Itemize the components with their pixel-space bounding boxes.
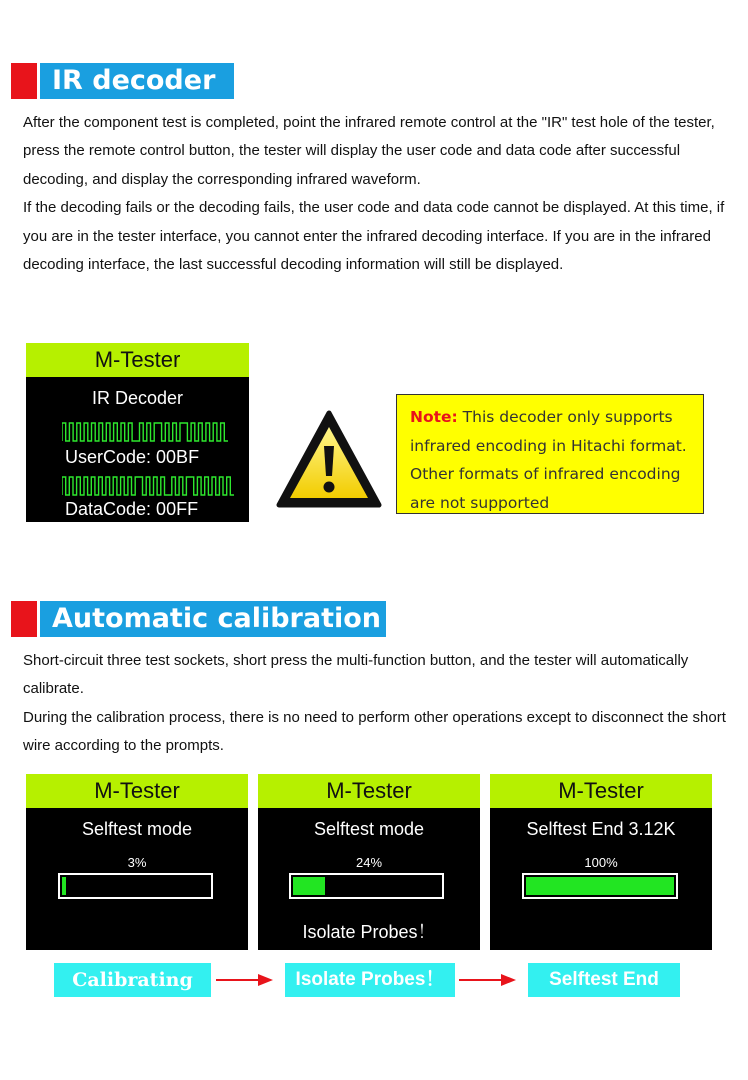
step-isolate-probes: Isolate Probes！ — [285, 963, 455, 997]
progress-percent: 24% — [355, 855, 383, 870]
progress-fill — [62, 877, 66, 895]
ir-description — [23, 109, 728, 279]
calibration-screen-3 — [490, 774, 712, 950]
section-marker-calibration — [11, 601, 37, 637]
calibration-screen-1 — [26, 774, 248, 950]
data-code-value: DataCode: 00FF — [65, 499, 199, 519]
note-text: This decoder only supports infrared encoding in Hitachi format. Other formats of infrared encoding are not supported — [410, 408, 687, 512]
screen-mode-title: Selftest mode — [313, 819, 425, 839]
ir-paragraph-1: After the component test is completed, point the infrared remote control at the "IR" test hole of the tester, press the remote control button, the tester will display the user code and data code after successful decoding, and display the corresponding infrared waveform. — [23, 114, 715, 188]
calibration-paragraph-2: During the calibration process, there is no need to perform other operations except to disconnect the short wire according to the prompts. — [23, 708, 726, 755]
progress-percent: 100% — [584, 855, 618, 870]
arrow-right-icon — [459, 973, 517, 987]
progress-bar — [522, 873, 678, 899]
isolate-probes-message: Isolate Probes！ — [302, 922, 436, 942]
hitachi-format-note — [396, 394, 704, 514]
step-selftest-end: Selftest End — [528, 963, 680, 997]
progress-bar — [58, 873, 213, 899]
user-code-value: UserCode: 00BF — [65, 447, 200, 467]
calibration-paragraph-1: Short-circuit three test sockets, short press the multi-function button, and the tester will automatically calibrate. — [23, 652, 689, 698]
progress-fill — [526, 877, 674, 895]
screen-header: M-Tester — [258, 774, 480, 808]
note-label: Note: — [410, 408, 458, 426]
ir-paragraph-2: If the decoding fails or the decoding fails, the user code and data code cannot be displayed. At this time, if you are in the tester interface, you cannot enter the infrared decoding interface. If you are in the infrared decoding interface, the last successful decoding information will still be displayed. — [23, 199, 725, 274]
screen-header: M-Tester — [490, 774, 712, 808]
screen-mode-title: Selftest mode — [81, 819, 193, 839]
step-calibrating: Calibrating — [54, 963, 211, 997]
screen-mode-title: IR Decoder — [91, 388, 184, 408]
calibration-description — [23, 647, 728, 761]
user-code-waveform-icon — [62, 421, 228, 443]
section-title-ir: IR decoder — [40, 63, 234, 99]
ir-decoder-screen — [26, 343, 249, 522]
screen-header: M-Tester — [26, 343, 249, 377]
warning-triangle-icon — [276, 410, 382, 510]
screen-mode-title: Selftest End 3.12K — [526, 819, 676, 839]
section-title-calibration: Automatic calibration — [40, 601, 386, 637]
section-marker-ir — [11, 63, 37, 99]
calibration-screen-2 — [258, 774, 480, 950]
data-code-waveform-icon — [62, 475, 234, 497]
screen-header: M-Tester — [26, 774, 248, 808]
progress-fill — [293, 877, 325, 895]
progress-bar — [289, 873, 444, 899]
progress-percent: 3% — [127, 855, 147, 870]
arrow-right-icon — [216, 973, 274, 987]
